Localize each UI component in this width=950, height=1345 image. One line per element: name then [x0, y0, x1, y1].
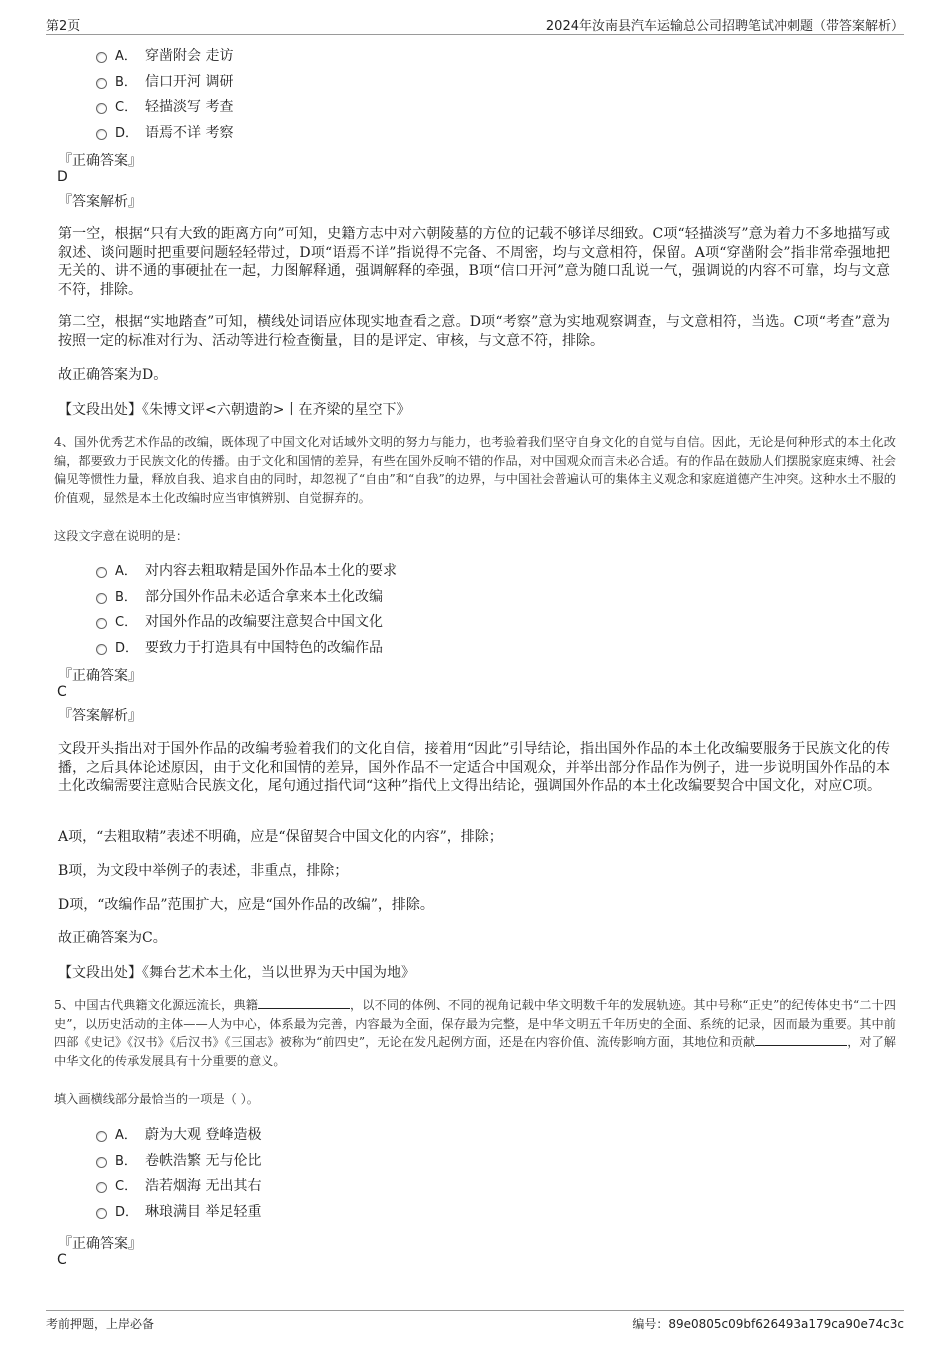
radio-icon[interactable] [96, 1157, 107, 1168]
q4-analysis-p4: D项，“改编作品”范围扩大，应是“国外作品的改编”，排除。 [58, 897, 434, 913]
q5-answer: C [57, 1252, 67, 1268]
q4-option-d[interactable]: D． 要致力于打造具有中国特色的改编作品 [96, 636, 397, 662]
fill-blank-1 [258, 996, 350, 1009]
page-header [46, 14, 904, 35]
q5-question-text: 5、中国古代典籍文化源远流长，典籍 ，以不同的体例、不同的视角记载中华文明数千年的发展轨迹。其中号称“正史”的纪传体史书“二十四史”，以历史活动的主体——人为中心，体系最为完善，内容最为全面，保存最为完整，是中华文明五千年历史的全面、系统的记录，因而最为重要。其中前四部《史记》《汉书》《后汉书》《三国志》被称为“前四史”，无论在发凡起例方面，还是在内容价值、流传影响方面，其地位和贡献 ，对了解中华文化的传承发展具有十分重要的意义。 [54, 998, 896, 1068]
q5-options [96, 1123, 261, 1225]
q5-option-b[interactable]: B． 卷帙浩繁 无与伦比 [96, 1149, 261, 1175]
q3-options [96, 44, 233, 146]
radio-icon[interactable] [96, 618, 107, 629]
q3-answer-label: 『正确答案』 [58, 153, 142, 169]
radio-icon[interactable] [96, 1208, 107, 1219]
q3-analysis-p3: 故正确答案为D。 [58, 367, 168, 383]
radio-icon[interactable] [96, 567, 107, 578]
q4-option-c[interactable]: C． 对国外作品的改编要注意契合中国文化 [96, 610, 397, 636]
q3-analysis-p2: 第二空，根据“实地踏查”可知，横线处词语应体现实地查看之意。D项“考察”意为实地观察调查，与文意相符，当选。C项“考查”意为按照一定的标准对行为、活动等进行检查衡量，目的是评定、审核，与文意不符，排除。 [58, 314, 890, 349]
radio-icon[interactable] [96, 52, 107, 63]
q3-option-c[interactable]: C． 轻描淡写 考查 [96, 95, 233, 121]
radio-icon[interactable] [96, 129, 107, 140]
radio-icon[interactable] [96, 103, 107, 114]
q3-analysis-label: 『答案解析』 [58, 194, 142, 210]
radio-icon[interactable] [96, 644, 107, 655]
q4-option-b[interactable]: B． 部分国外作品未必适合拿来本土化改编 [96, 585, 397, 611]
q3-answer: D [57, 169, 68, 185]
radio-icon[interactable] [96, 78, 107, 89]
radio-icon[interactable] [96, 593, 107, 604]
q4-question-text: 4、国外优秀艺术作品的改编，既体现了中国文化对话域外文明的努力与能力，也考验着我们坚守自身文化的自觉与自信。因此，无论是何种形式的本土化改编，都要致力于民族文化的传播。由于文化和国情的差异，有些在国外反响不错的作品，对中国观众而言未必合适。有的作品在鼓励人们摆脱家庭束缚、社会偏见等惯性力量，释放自我、追求自由的同时，却忽视了“自由”和“自我”的边界，与中国社会普遍认可的集体主义观念和家庭道德产生冲突。这种水土不服的价值观，显然是本土化改编时应当审慎辨别、自觉摒弃的。 [54, 435, 896, 505]
document-title: 2024年汝南县汽车运输总公司招聘笔试冲刺题（带答案解析） [545, 19, 904, 34]
footer-slogan: 考前押题，上岸必备 [46, 1317, 155, 1331]
q4-analysis-p3: B项，为文段中举例子的表述，非重点，排除； [58, 863, 349, 879]
q3-source: 【文段出处】《朱博文评<六朝遗韵>丨在齐梁的星空下》 [58, 402, 411, 418]
q5-prompt: 填入画横线部分最恰当的一项是（ ）。 [54, 1092, 259, 1106]
q3-option-b[interactable]: B． 信口开河 调研 [96, 70, 233, 96]
q4-answer: C [57, 684, 67, 700]
q3-option-a[interactable]: A． 穿凿附会 走访 [96, 44, 233, 70]
q3-option-d[interactable]: D． 语焉不详 考察 [96, 121, 233, 147]
q5-answer-label: 『正确答案』 [58, 1236, 142, 1252]
q4-source: 【文段出处】《舞台艺术本土化，当以世界为天中国为地》 [58, 965, 415, 981]
page-footer [46, 1310, 904, 1333]
fill-blank-2 [755, 1033, 847, 1046]
radio-icon[interactable] [96, 1182, 107, 1193]
radio-icon[interactable] [96, 1131, 107, 1142]
q5-option-d[interactable]: D． 琳琅满目 举足轻重 [96, 1200, 261, 1226]
q4-prompt: 这段文字意在说明的是： [54, 529, 189, 543]
q3-analysis-p1: 第一空，根据“只有大致的距离方向”可知，史籍方志中对六朝陵墓的方位的记载不够详尽细致。C项“轻描淡写”意为着力不多地描写或叙述、谈问题时把重要问题轻轻带过，D项“语焉不详”指说得不完备、不周密，均与文意相符，保留。A项“穿凿附会”指非常牵强地把无关的、讲不通的事硬扯在一起，力图解释通，强调解释的牵强，B项“信口开河”意为随口乱说一气，强调说的内容不可靠，均与文意不符，排除。 [58, 226, 890, 298]
q5-option-a[interactable]: A． 蔚为大观 登峰造极 [96, 1123, 261, 1149]
q4-analysis-p2: A项，“去粗取精”表述不明确，应是“保留契合中国文化的内容”，排除； [58, 829, 503, 845]
q4-analysis-p1: 文段开头指出对于国外作品的改编考验着我们的文化自信，接着用“因此”引导结论，指出国外作品的本土化改编要服务于民族文化的传播，之后具体论述原因，由于文化和国情的差异，国外作品不一定适合中国观众，并举出部分作品作为例子，进一步说明国外作品的本土化改编需要注意贴合民族文化，尾句通过指代词“这种”指代上文得出结论，强调国外作品的本土化改编要契合中国文化，对应C项。 [58, 741, 890, 795]
q4-analysis-label: 『答案解析』 [58, 708, 142, 724]
q5-option-c[interactable]: C． 浩若烟海 无出其右 [96, 1174, 261, 1200]
q4-options [96, 559, 397, 661]
document-id: 编号：89e0805c09bf626493a179ca90e74c3c [632, 1317, 904, 1331]
q4-option-a[interactable]: A． 对内容去粗取精是国外作品本土化的要求 [96, 559, 397, 585]
q4-analysis-p5: 故正确答案为C。 [58, 930, 167, 946]
q4-answer-label: 『正确答案』 [58, 668, 142, 684]
page-number: 第2页 [46, 19, 81, 34]
